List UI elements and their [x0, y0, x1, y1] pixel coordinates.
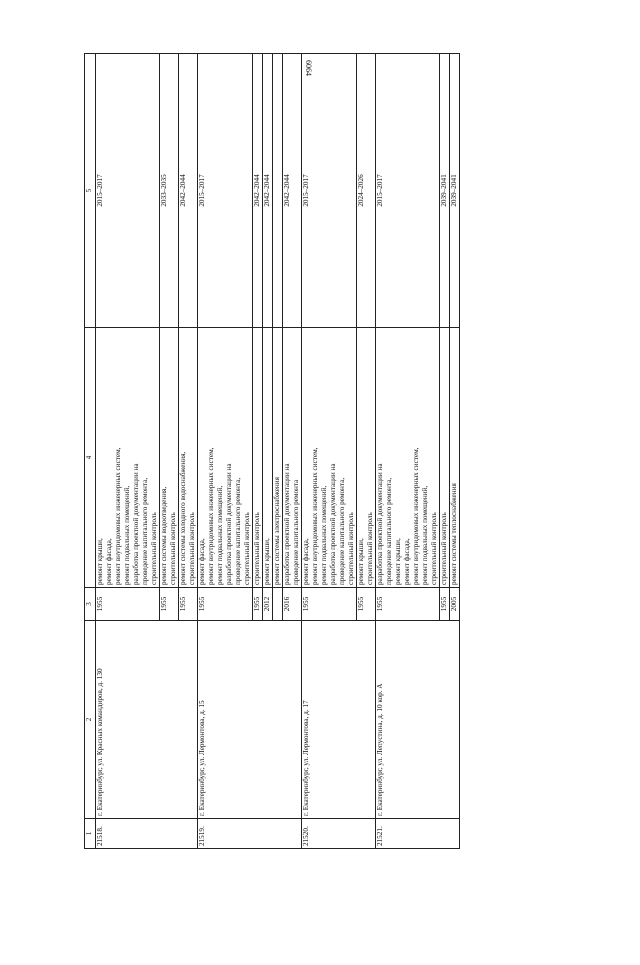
year-cell: 2012	[263, 588, 273, 621]
period-cell: 2024–2026	[357, 54, 376, 328]
works-cell	[273, 328, 283, 588]
work-item: ремонт фасада,	[403, 538, 411, 585]
house-number-cell: 21520.	[302, 819, 376, 849]
works-cell	[263, 328, 273, 588]
work-item: проведение капитального ремонта,	[385, 477, 393, 585]
page-number: 6064	[304, 60, 313, 76]
work-item: строительный контроль	[366, 512, 374, 585]
table-body	[96, 54, 460, 849]
column-number-header: 2	[85, 621, 96, 819]
work-item: разработка проектной документации на	[376, 463, 384, 585]
work-item: строительный контроль	[253, 512, 261, 585]
year-cell	[273, 588, 283, 621]
work-item: ремонт системы водоотведения,	[160, 486, 168, 585]
rotated-table-wrapper	[84, 79, 588, 849]
column-number-row	[85, 54, 96, 849]
column-number-header: 1	[85, 819, 96, 849]
works-cell	[302, 328, 357, 588]
table-row	[302, 54, 357, 849]
address-cell: г. Екатеринбург, ул. Лепустина, д. 10 кор. А	[376, 621, 460, 819]
address-cell: г. Екатеринбург, ул. Красных командиров, д. 130	[96, 621, 198, 819]
work-item: проведение капитального ремонта,	[234, 477, 242, 585]
period-cell	[273, 54, 283, 328]
work-item: ремонт подвальных помещений,	[320, 485, 328, 585]
period-cell: 2042–2044	[263, 54, 273, 328]
works-cell	[198, 328, 253, 588]
work-item: ремонт фасада,	[198, 538, 206, 585]
work-item: ремонт крыши,	[357, 538, 365, 585]
year-cell: 2005	[450, 588, 460, 621]
period-cell: 2039–2041	[450, 54, 460, 328]
works-cell	[179, 328, 198, 588]
year-cell: 1955	[357, 588, 376, 621]
capital-repair-table	[84, 53, 460, 849]
work-item: строительный контроль	[430, 512, 438, 585]
house-number-cell: 21519.	[198, 819, 302, 849]
work-item: разработка проектной документации на	[225, 463, 233, 585]
column-number-header: 5	[85, 54, 96, 328]
work-item: строительный контроль	[188, 512, 196, 585]
address-cell: г. Екатеринбург, ул. Лермонтова, д. 17	[302, 621, 376, 819]
year-cell: 2016	[283, 588, 302, 621]
work-item: ремонт системы теплоснабжения	[450, 483, 458, 585]
period-cell: 2042–2044	[283, 54, 302, 328]
work-item: строительный контроль	[243, 512, 251, 585]
period-cell: 2033–2035	[160, 54, 179, 328]
year-cell: 1955	[253, 588, 263, 621]
work-item: ремонт системы электроснабжения	[273, 477, 281, 585]
period-cell: 2015–2017	[96, 54, 160, 328]
period-cell: 2015–2017	[376, 54, 440, 328]
house-number-cell: 21518.	[96, 819, 198, 849]
work-item: проведение капитального ремонта,	[338, 477, 346, 585]
table-row	[376, 54, 440, 849]
works-cell	[440, 328, 450, 588]
work-item: ремонт внутридомовых инженерных систем,	[207, 447, 215, 585]
year-cell: 1955	[198, 588, 253, 621]
year-cell: 1955	[96, 588, 160, 621]
period-cell: 2015–2017	[198, 54, 253, 328]
work-item: ремонт внутридомовых инженерных систем,	[114, 447, 122, 585]
period-cell: 2042–2044	[179, 54, 198, 328]
work-item: ремонт подвальных помещений,	[123, 485, 131, 585]
work-item: строительный контроль	[150, 512, 158, 585]
work-item: разработка проектной документации на	[283, 463, 291, 585]
work-item: строительный контроль	[169, 512, 177, 585]
work-item: проведение капитального ремонта,	[141, 477, 149, 585]
year-cell: 1955	[376, 588, 440, 621]
work-item: ремонт крыши,	[96, 538, 104, 585]
year-cell: 1955	[179, 588, 198, 621]
work-item: ремонт крыши,	[394, 538, 402, 585]
address-cell: г. Екатеринбург, ул. Лермонтова, д. 15	[198, 621, 302, 819]
works-cell	[253, 328, 263, 588]
work-item: ремонт подвальных помещений,	[216, 485, 224, 585]
works-cell	[376, 328, 440, 588]
work-item: ремонт внутридомовых инженерных систем,	[311, 447, 319, 585]
column-number-header: 4	[85, 328, 96, 588]
works-cell	[160, 328, 179, 588]
period-cell: 2042–2044	[253, 54, 263, 328]
house-number-cell: 21521.	[376, 819, 460, 849]
work-item: ремонт фасада,	[105, 538, 113, 585]
work-item: ремонт крыши,	[263, 538, 271, 585]
work-item: ремонт подвальных помещений,	[421, 485, 429, 585]
work-item: проведение капитального ремонта	[292, 479, 300, 585]
work-item: строительный контроль	[440, 512, 448, 585]
table-row	[198, 54, 253, 849]
work-item: ремонт системы холодного водоснабжения,	[179, 451, 187, 585]
work-item: разработка проектной документации на	[329, 463, 337, 585]
year-cell: 1955	[302, 588, 357, 621]
works-cell	[357, 328, 376, 588]
period-cell: 2015–2017	[302, 54, 357, 328]
work-item: ремонт фасада,	[302, 538, 310, 585]
work-item: строительный контроль	[347, 512, 355, 585]
work-item: разработка проектной документации на	[132, 463, 140, 585]
year-cell: 1955	[440, 588, 450, 621]
table-row	[96, 54, 160, 849]
works-cell	[96, 328, 160, 588]
year-cell: 1955	[160, 588, 179, 621]
works-cell	[283, 328, 302, 588]
works-cell	[450, 328, 460, 588]
work-item: ремонт внутридомовых инженерных систем,	[412, 447, 420, 585]
column-number-header: 3	[85, 588, 96, 621]
period-cell: 2039–2041	[440, 54, 450, 328]
